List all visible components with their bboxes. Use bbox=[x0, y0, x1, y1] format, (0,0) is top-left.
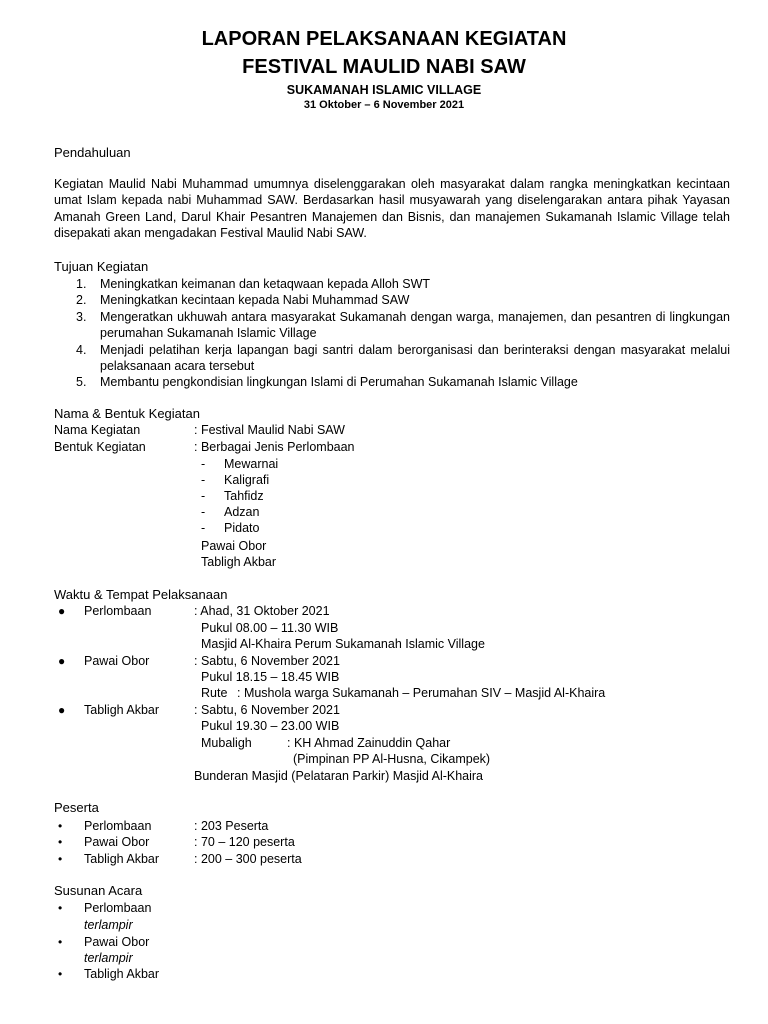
competition-item: Pidato bbox=[224, 521, 260, 535]
agenda-item-note: terlampir bbox=[84, 918, 133, 932]
participant-value: : 200 – 300 peserta bbox=[194, 852, 302, 866]
event-date: 31 Oktober – 6 November 2021 bbox=[303, 99, 465, 111]
agenda-heading: Susunan Acara bbox=[54, 883, 143, 898]
competition-item: Kaligrafi bbox=[224, 473, 270, 487]
goals-list bbox=[54, 276, 730, 391]
goal-text: Mengeratkan ukhuwah antara masyarakat Sukamanah dengan warga, manajemen, dan pesantren di lingkungan perumahan Sukamanah Islamic Village bbox=[100, 309, 730, 341]
intro-paragraph: Kegiatan Maulid Nabi Muhammad umumnya diselenggarakan oleh masyarakat dalam rangka meningkatkan kecintaan umat Islam kepada nabi Muhammad SAW. Berdasarkan hasil musyawarah yang diselengarakan antara pihak Yayasan Amanah Green Land, Darul Khair Pesantren Manajemen dan Bisnis, dan manajemen Sukamanah Islamic Village telah disepakati akan mengadakan Festival Maulid Nabi SAW. bbox=[54, 177, 730, 241]
agenda-item-label: Perlombaan bbox=[84, 901, 152, 915]
schedule-pawai-label: Pawai Obor bbox=[84, 654, 150, 668]
schedule-pawai-route-label: Rute bbox=[201, 686, 228, 700]
activity-heading: Nama & Bentuk Kegiatan bbox=[54, 406, 200, 421]
goal-number: 3. bbox=[76, 309, 87, 324]
goal-item bbox=[54, 374, 730, 390]
mubaligh-name: : KH Ahmad Zainuddin Qahar bbox=[287, 736, 451, 750]
goal-number: 4. bbox=[76, 342, 87, 357]
activity-form-label: Bentuk Kegiatan bbox=[54, 440, 146, 454]
list-dash: - bbox=[201, 457, 206, 471]
bullet-icon: • bbox=[58, 852, 63, 866]
schedule-tabligh-label: Tabligh Akbar bbox=[84, 703, 160, 717]
list-dash: - bbox=[201, 473, 206, 487]
goal-number: 5. bbox=[76, 375, 87, 390]
schedule-pawai-date: : Sabtu, 6 November 2021 bbox=[194, 654, 340, 668]
agenda-item-label: Pawai Obor bbox=[84, 935, 150, 949]
activity-extra: Tabligh Akbar bbox=[201, 555, 277, 569]
goals-heading: Tujuan Kegiatan bbox=[54, 259, 149, 274]
bullet-icon: • bbox=[58, 819, 63, 833]
goal-item bbox=[54, 342, 730, 375]
list-dash: - bbox=[201, 505, 206, 519]
activity-name-label: Nama Kegiatan bbox=[54, 423, 141, 437]
title-line-1: LAPORAN PELAKSANAAN KEGIATAN bbox=[201, 28, 567, 50]
mubaligh-label: Mubaligh bbox=[201, 736, 252, 750]
goal-text: Meningkatkan kecintaan kepada Nabi Muhammad SAW bbox=[100, 293, 410, 308]
schedule-perlombaan-date: : Ahad, 31 Oktober 2021 bbox=[194, 604, 330, 618]
goal-item bbox=[54, 292, 730, 308]
title-line-2: FESTIVAL MAULID NABI SAW bbox=[242, 56, 526, 78]
intro-heading: Pendahuluan bbox=[54, 145, 131, 160]
goal-number: 2. bbox=[76, 293, 87, 308]
bullet-icon: • bbox=[58, 935, 63, 949]
schedule-pawai-route: : Mushola warga Sukamanah – Perumahan SIV – Masjid Al-Khaira bbox=[237, 686, 606, 700]
goal-number: 1. bbox=[76, 277, 87, 291]
list-dash: - bbox=[201, 489, 206, 503]
participant-label: Perlombaan bbox=[84, 819, 152, 833]
mubaligh-org: (Pimpinan PP Al-Husna, Cikampek) bbox=[293, 752, 491, 766]
bullet-icon: ● bbox=[58, 604, 66, 618]
bullet-icon: ● bbox=[58, 654, 66, 668]
competition-item: Mewarnai bbox=[224, 457, 279, 471]
schedule-perlombaan-place: Masjid Al-Khaira Perum Sukamanah Islamic Village bbox=[201, 637, 485, 651]
goal-item bbox=[54, 276, 730, 292]
schedule-perlombaan-time: Pukul 08.00 – 11.30 WIB bbox=[201, 621, 339, 635]
schedule-tabligh-date: : Sabtu, 6 November 2021 bbox=[194, 703, 340, 717]
competition-item: Adzan bbox=[224, 505, 260, 519]
bullet-icon: • bbox=[58, 901, 63, 915]
bullet-icon: • bbox=[58, 967, 63, 981]
bullet-icon: ● bbox=[58, 703, 66, 717]
activity-extra: Pawai Obor bbox=[201, 539, 267, 553]
schedule-pawai-time: Pukul 18.15 – 18.45 WIB bbox=[201, 670, 340, 684]
subtitle: SUKAMANAH ISLAMIC VILLAGE bbox=[286, 83, 482, 97]
participants-heading: Peserta bbox=[54, 800, 99, 815]
goal-item bbox=[54, 309, 730, 342]
list-dash: - bbox=[201, 521, 206, 535]
activity-form-value: : Berbagai Jenis Perlombaan bbox=[194, 440, 355, 454]
bullet-icon: • bbox=[58, 835, 63, 849]
agenda-item-note: terlampir bbox=[84, 951, 133, 965]
activity-name-value: : Festival Maulid Nabi SAW bbox=[194, 423, 345, 437]
schedule-tabligh-time: Pukul 19.30 – 23.00 WIB bbox=[201, 719, 340, 733]
goal-text: Meningkatkan keimanan dan ketaqwaan kepada Alloh SWT bbox=[100, 277, 431, 291]
participant-value: : 203 Peserta bbox=[194, 819, 269, 833]
goal-text: Membantu pengkondisian lingkungan Islami di Perumahan Sukamanah Islamic Village bbox=[100, 375, 578, 390]
participant-value: : 70 – 120 peserta bbox=[194, 835, 295, 849]
participant-label: Pawai Obor bbox=[84, 835, 150, 849]
competition-item: Tahfidz bbox=[224, 489, 264, 503]
participant-label: Tabligh Akbar bbox=[84, 852, 160, 866]
schedule-perlombaan-label: Perlombaan bbox=[84, 604, 152, 618]
schedule-heading: Waktu & Tempat Pelaksanaan bbox=[54, 587, 228, 602]
agenda-item-label: Tabligh Akbar bbox=[84, 967, 160, 981]
schedule-tabligh-place: Bunderan Masjid (Pelataran Parkir) Masjid Al-Khaira bbox=[194, 769, 484, 783]
goal-text: Menjadi pelatihan kerja lapangan bagi santri dalam berorganisasi dan berinteraksi dengan masyarakat melalui pelaksanaan acara tersebut bbox=[100, 342, 730, 374]
